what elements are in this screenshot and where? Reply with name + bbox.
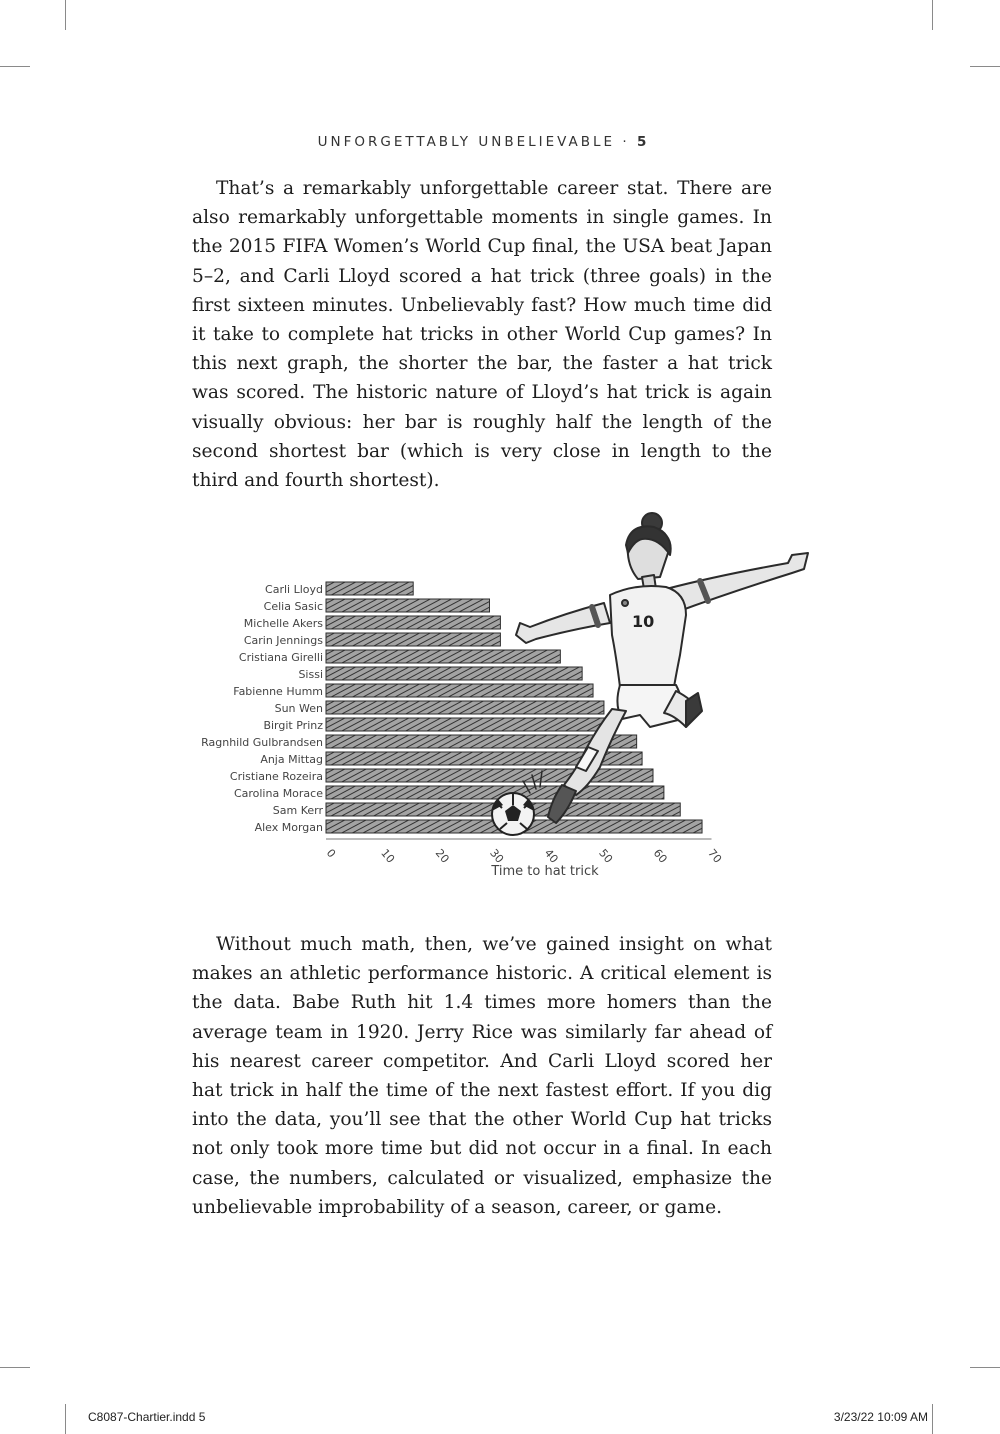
bar-michelle-akers xyxy=(326,616,500,629)
body-paragraph-1: That’s a remarkably unforgettable career stat. There are also remarkably unforgettable moments in single games. In the 2015 FIFA Women’s World Cup final, the USA beat Japan 5–2, and Carli Lloyd scored a hat trick (three goals) in the first sixteen minutes. Unbelievably fast? How much time did it take to complete hat tricks in other World Cup games? In this next graph, the shorter the bar, the faster a hat trick was scored. The historic nature of Lloyd’s hat trick is again visually obvious: her bar is roughly half the length of the second shortest bar (which is very close in length to the third and fourth shortest). xyxy=(192,178,772,492)
crop-mark xyxy=(0,1367,30,1368)
running-head-title: UNFORGETTABLY UNBELIEVABLE xyxy=(317,134,616,150)
crop-mark xyxy=(970,1367,1000,1368)
soccer-ball-icon xyxy=(492,793,534,835)
category-label: Ragnhild Gulbrandsen xyxy=(201,736,323,749)
category-label: Carin Jennings xyxy=(243,634,323,647)
bar-fabienne-humm xyxy=(326,684,593,697)
crop-mark xyxy=(932,0,933,30)
x-axis-ticks xyxy=(324,847,724,866)
category-labels xyxy=(201,583,323,834)
category-label: Fabienne Humm xyxy=(233,685,323,698)
crop-mark xyxy=(65,1404,66,1434)
category-label: Cristiane Rozeira xyxy=(229,770,323,783)
category-label: Sam Kerr xyxy=(272,804,323,817)
x-tick-label: 20 xyxy=(432,846,452,866)
bar-cristiana-girelli xyxy=(326,650,560,663)
bar-carin-jennings xyxy=(326,633,500,646)
bar-cristiane-rozeira xyxy=(326,769,653,782)
x-tick-label: 10 xyxy=(378,846,398,866)
category-label: Sissi xyxy=(298,668,323,681)
x-tick-label: 40 xyxy=(541,846,561,866)
x-tick-label: 60 xyxy=(650,846,670,866)
crop-mark xyxy=(0,66,30,67)
page-number: 5 xyxy=(636,134,647,150)
category-label: Anja Mittag xyxy=(260,753,323,766)
x-tick-label: 50 xyxy=(596,846,616,866)
category-label: Michelle Akers xyxy=(243,617,323,630)
bar-sissi xyxy=(326,667,582,680)
bar-celia-sasic xyxy=(326,599,490,612)
category-label: Carolina Morace xyxy=(233,787,323,800)
hat-trick-chart xyxy=(180,505,830,885)
category-label: Celia Sasic xyxy=(263,600,323,613)
x-tick-label: 70 xyxy=(705,846,725,866)
running-head-separator: · xyxy=(622,134,630,150)
category-label: Alex Morgan xyxy=(254,821,323,834)
bar-sun-wen xyxy=(326,701,604,714)
bar-birgit-prinz xyxy=(326,718,609,731)
crop-mark xyxy=(970,66,1000,67)
slug-file: C8087-Chartier.indd 5 xyxy=(88,1410,206,1424)
x-axis-label: Time to hat trick xyxy=(491,864,599,879)
bar-carli-lloyd xyxy=(326,582,413,595)
running-head xyxy=(192,134,772,150)
bar-carolina-morace xyxy=(326,786,664,799)
slug-datetime: 3/23/22 10:09 AM xyxy=(833,1410,928,1424)
jersey-number: 10 xyxy=(632,612,655,631)
x-tick-label: 0 xyxy=(323,846,339,861)
category-label: Cristiana Girelli xyxy=(238,651,323,664)
crop-mark xyxy=(932,1404,933,1434)
x-tick-label: 30 xyxy=(487,846,507,866)
category-label: Carli Lloyd xyxy=(265,583,323,596)
category-label: Birgit Prinz xyxy=(263,719,323,732)
crop-mark xyxy=(65,0,66,30)
category-label: Sun Wen xyxy=(274,702,323,715)
body-paragraph-2: Without much math, then, we’ve gained insight on what makes an athletic performance historic. A critical element is the data. Babe Ruth hit 1.4 times more homers than the average team in 1920. Jerry Rice was similarly far ahead of his nearest career competitor. And Carli Lloyd scored her hat trick in half the time of the next fastest effort. If you dig into the data, you’ll see that the other World Cup hat tricks not only took more time but did not occur in a final. In each case, the numbers, calculated or visualized, emphasize the unbelievable improbability of a season, career, or game. xyxy=(192,934,772,1218)
